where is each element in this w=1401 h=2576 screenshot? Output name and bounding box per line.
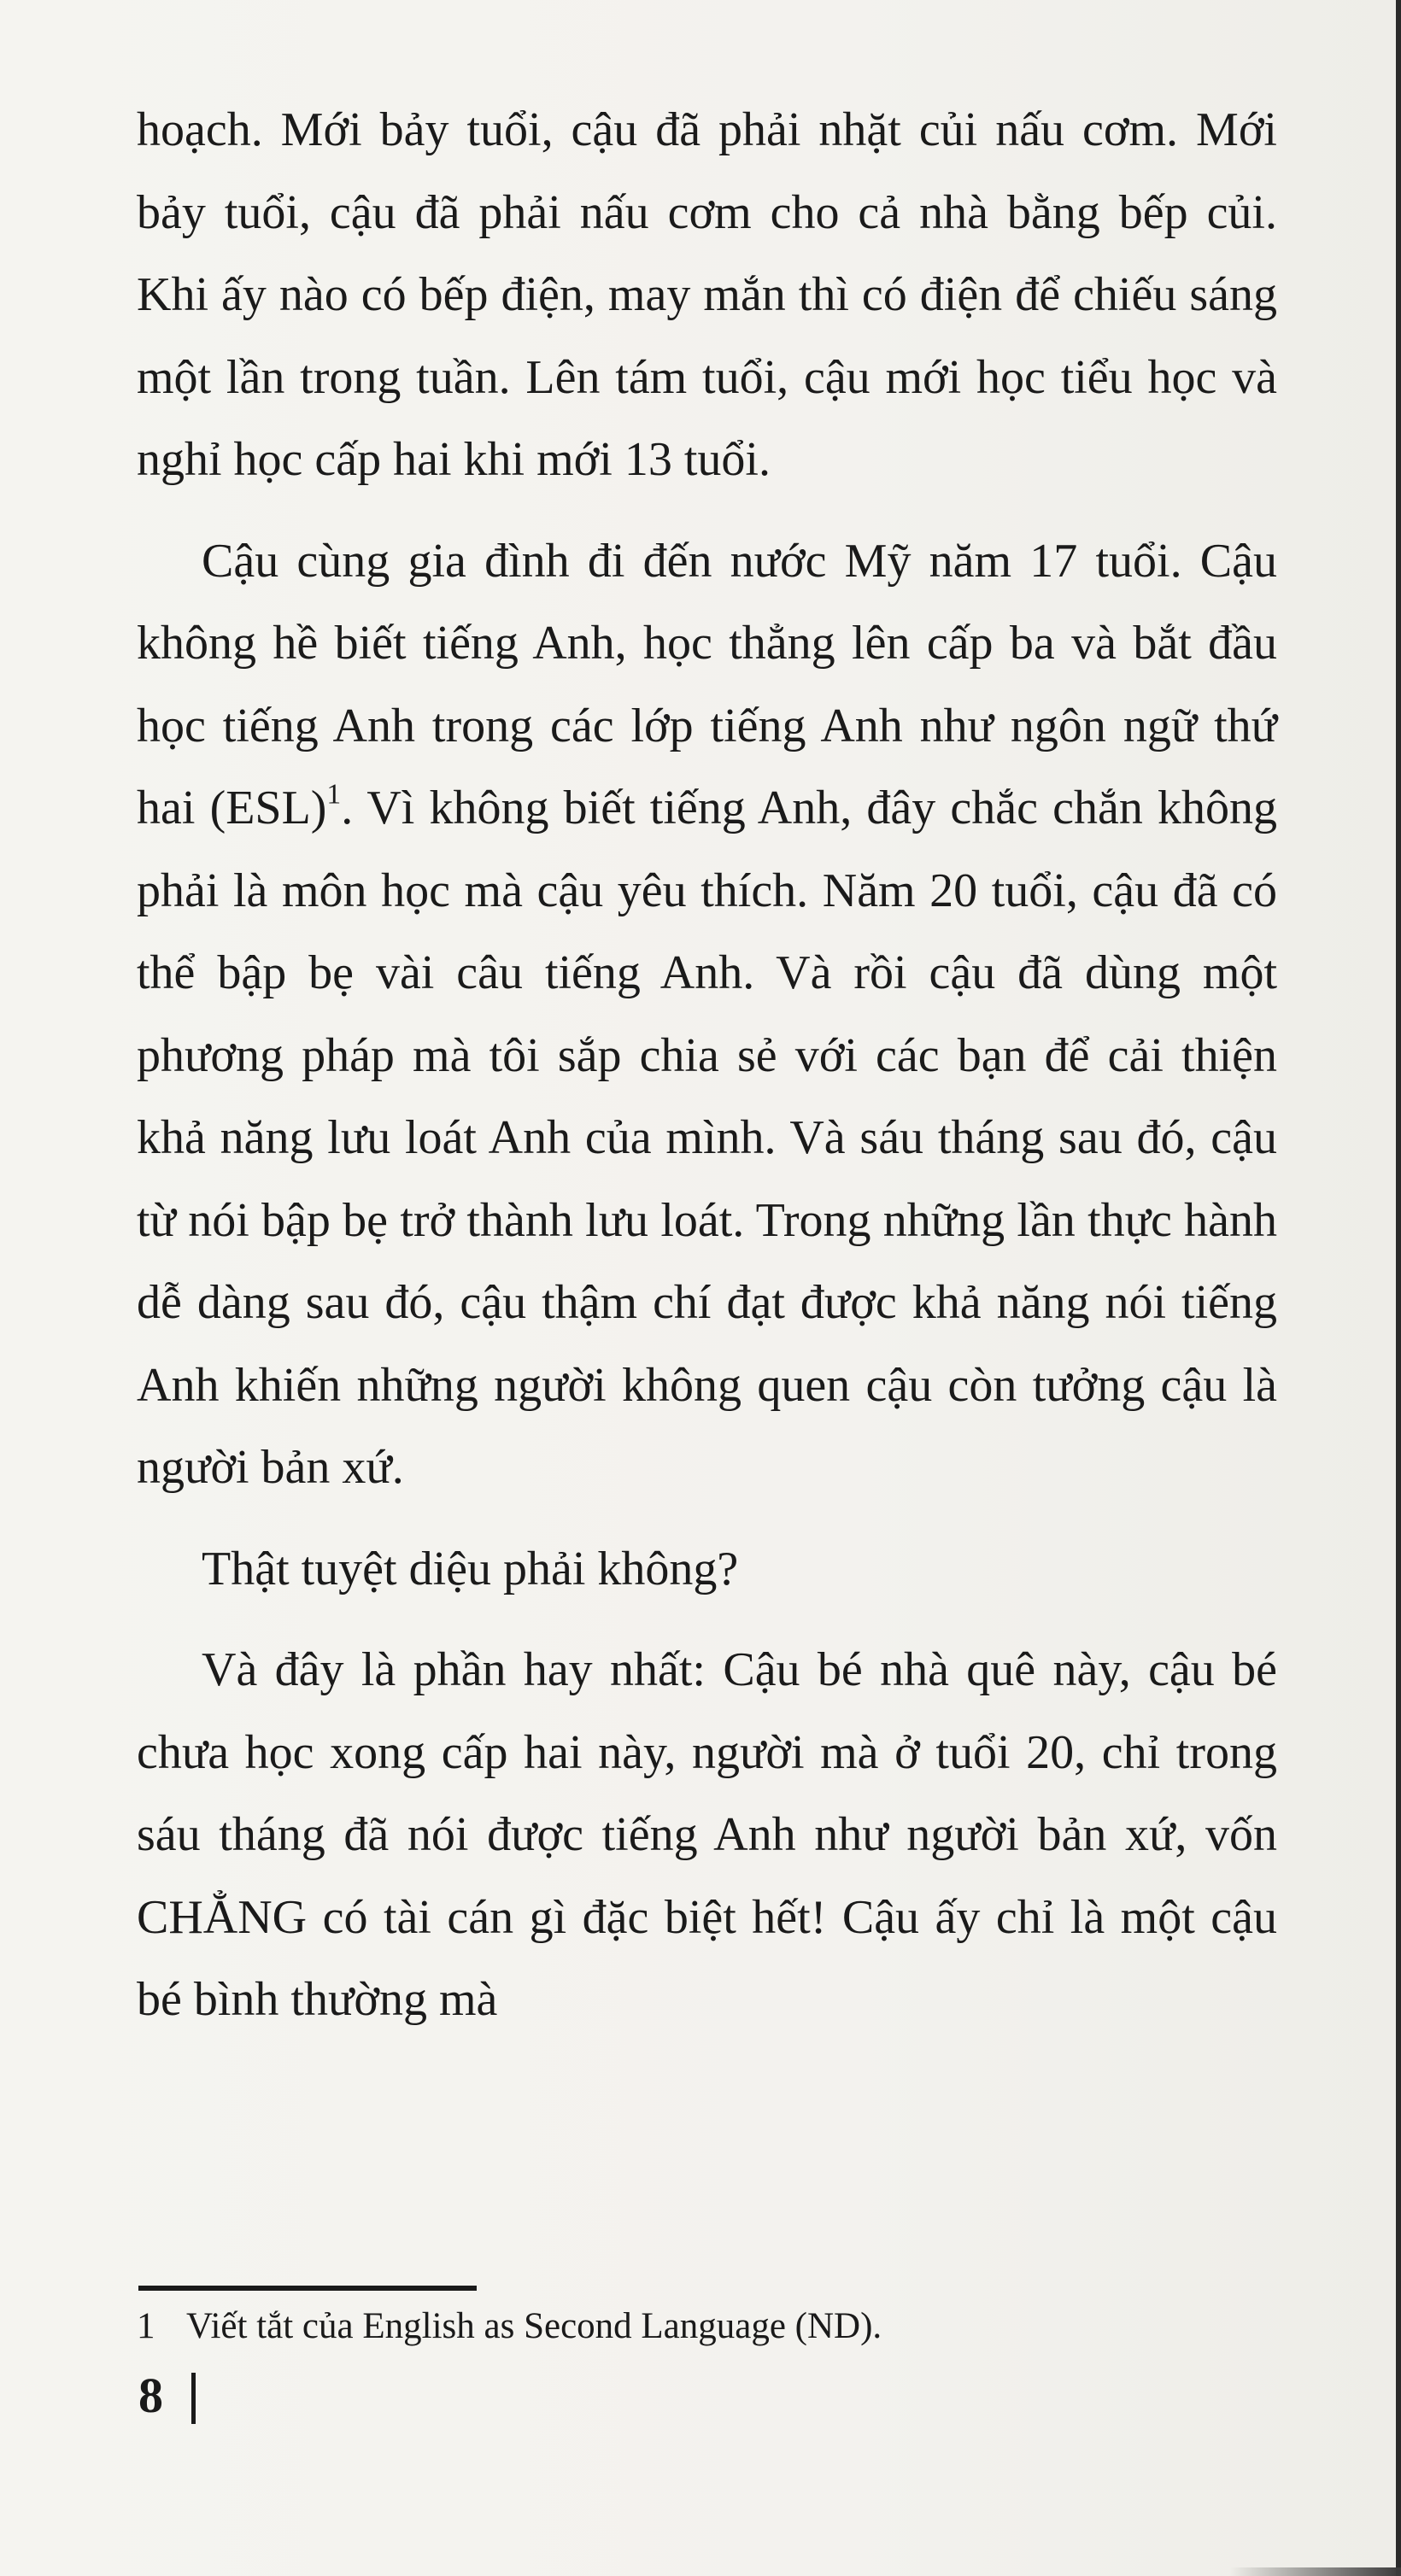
paragraph-2 xyxy=(137,520,1277,1509)
page-corner-shadow xyxy=(1230,2567,1401,2576)
body-text xyxy=(137,89,1277,2041)
paragraph-2-text-after: . Vì không biết tiếng Anh, đây chắc chắn không phải là môn học mà cậu yêu thích. Năm 20 tuổi, cậu đã có thể bập bẹ vài câu tiếng Anh. Và rồi cậu đã dùng một phương pháp mà tôi sắp chia sẻ với các bạn để cải thiện khả năng lưu loát Anh của mình. Và sáu tháng sau đó, cậu từ nói bập bẹ trở thành lưu loát. Trong những lần thực hành dễ dàng sau đó, cậu thậm chí đạt được khả năng nói tiếng Anh khiến những người không quen cậu còn tưởng cậu là người bản xứ. xyxy=(137,782,1277,1494)
page-number-bar xyxy=(191,2373,196,2424)
footnote-divider xyxy=(138,2286,477,2291)
paragraph-2-text-before: Cậu cùng gia đình đi đến nước Mỹ năm 17 tuổi. Cậu không hề biết tiếng Anh, học thẳng lên cấp ba và bắt đầu học tiếng Anh trong các lớp tiếng Anh như ngôn ngữ thứ hai (ESL) xyxy=(137,534,1277,834)
paragraph-1: hoạch. Mới bảy tuổi, cậu đã phải nhặt củi nấu cơm. Mới bảy tuổi, cậu đã phải nấu cơm cho cả nhà bằng bếp củi. Khi ấy nào có bếp điện, may mắn thì có điện để chiếu sáng một lần trong tuần. Lên tám tuổi, cậu mới học tiểu học và nghỉ học cấp hai khi mới 13 tuổi. xyxy=(137,103,1277,486)
footnote-text: Viết tắt của English as Second Language (ND). xyxy=(186,2306,882,2346)
footnote-number: 1 xyxy=(137,2306,155,2346)
page-edge-shadow xyxy=(1396,0,1401,2576)
paragraph-4: Và đây là phần hay nhất: Cậu bé nhà quê này, cậu bé chưa học xong cấp hai này, người mà ở tuổi 20, chỉ trong sáu tháng đã nói được tiếng Anh như người bản xứ, vốn CHẲNG có tài cán gì đặc biệt hết! Cậu ấy chỉ là một cậu bé bình thường mà xyxy=(137,1643,1277,2026)
paragraph-3: Thật tuyệt diệu phải không? xyxy=(202,1542,739,1595)
footnote-reference: 1 xyxy=(326,778,342,811)
footnote xyxy=(137,2301,882,2352)
page-number: 8 xyxy=(138,2368,163,2423)
